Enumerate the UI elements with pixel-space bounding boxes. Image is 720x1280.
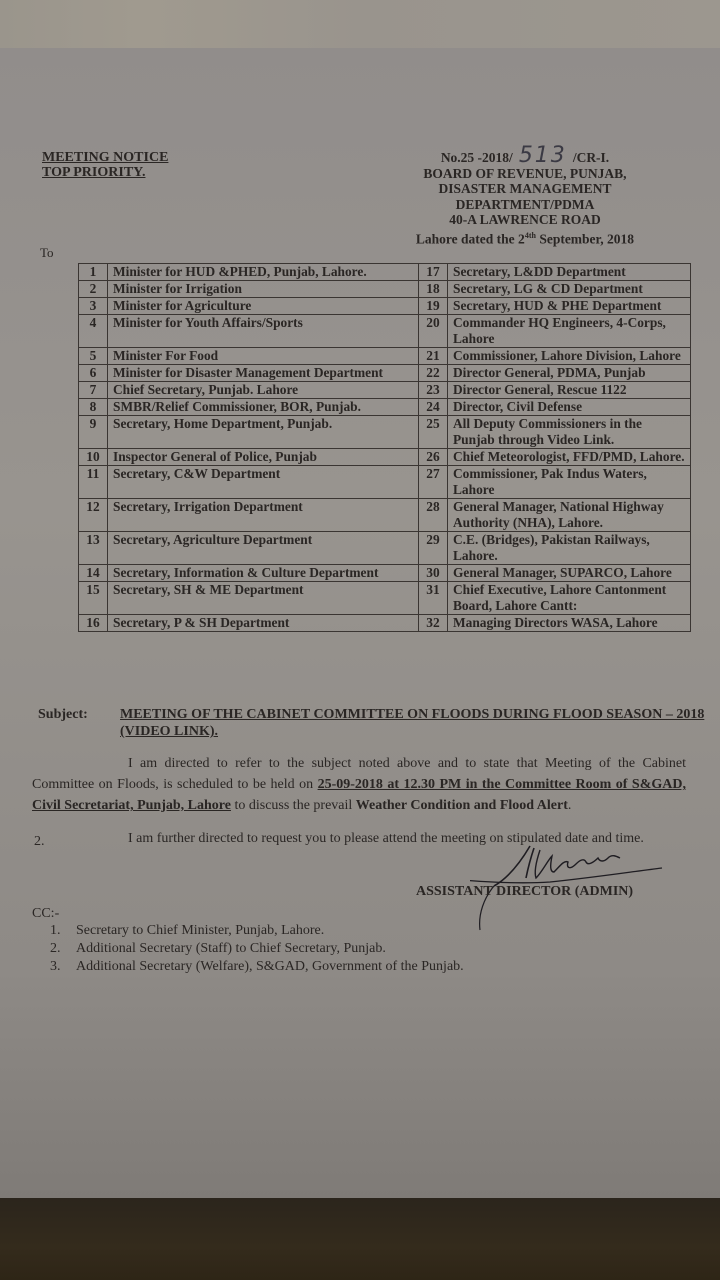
right-serial: 22 — [419, 365, 448, 382]
cc-item — [50, 922, 464, 940]
table-row — [79, 466, 691, 499]
right-recipient: Commissioner, Pak Indus Waters, Lahore — [448, 466, 691, 499]
cc-item-number: 2. — [50, 941, 61, 956]
to-label: To — [40, 245, 54, 260]
right-recipient: General Manager, National Highway Authority (NHA), Lahore. — [448, 499, 691, 532]
right-recipient: C.E. (Bridges), Pakistan Railways, Lahore. — [448, 532, 691, 565]
left-serial: 16 — [79, 615, 108, 632]
right-serial: 30 — [419, 565, 448, 582]
subject-label: Subject: — [38, 707, 88, 722]
cc-item-text: Additional Secretary (Staff) to Chief Secretary, Punjab. — [76, 941, 386, 956]
right-serial: 31 — [419, 582, 448, 615]
right-recipient: Secretary, HUD & PHE Department — [448, 298, 691, 315]
right-recipient: General Manager, SUPARCO, Lahore — [448, 565, 691, 582]
right-serial: 23 — [419, 382, 448, 399]
right-recipient: Chief Meteorologist, FFD/PMD, Lahore. — [448, 449, 691, 466]
right-serial: 25 — [419, 416, 448, 449]
para1-end: . — [567, 798, 572, 813]
right-recipient: Secretary, L&DD Department — [448, 264, 691, 281]
meeting-topic: Weather Condition and Flood Alert — [355, 798, 568, 813]
right-serial: 19 — [419, 298, 448, 315]
right-serial: 18 — [419, 281, 448, 298]
background-surface-top — [0, 0, 720, 48]
right-recipient: Secretary, LG & CD Department — [448, 281, 691, 298]
table-row — [79, 532, 691, 565]
office-line: BOARD OF REVENUE, PUNJAB, — [423, 165, 627, 181]
desk-surface — [0, 1198, 720, 1280]
date-prefix: Lahore dated the 2 — [415, 231, 525, 246]
reference-suffix: /CR-I. — [572, 150, 610, 165]
right-serial: 26 — [419, 449, 448, 466]
left-serial: 12 — [79, 499, 108, 532]
meeting-notice-label: MEETING NOTICE — [42, 150, 169, 165]
right-recipient: Commissioner, Lahore Division, Lahore — [448, 348, 691, 365]
table-row — [79, 365, 691, 382]
table-row — [79, 499, 691, 532]
right-serial: 21 — [419, 348, 448, 365]
cc-item-number: 3. — [50, 959, 61, 974]
office-line: 40-A LAWRENCE ROAD — [449, 212, 601, 227]
right-recipient: Commander HQ Engineers, 4-Corps, Lahore — [448, 315, 691, 348]
left-serial: 13 — [79, 532, 108, 565]
table-row — [79, 399, 691, 416]
left-recipient: Inspector General of Police, Punjab — [108, 449, 419, 466]
right-recipient: Director General, Rescue 1122 — [448, 382, 691, 399]
right-serial: 20 — [419, 315, 448, 348]
paragraph-2-number: 2. — [34, 834, 45, 849]
right-recipient: Chief Executive, Lahore Cantonment Board, Lahore Cantt: — [448, 582, 691, 615]
table-row — [79, 416, 691, 449]
subject-text: MEETING OF THE CABINET COMMITTEE ON FLOODS DURING FLOOD SEASON – 2018 (VIDEO LINK). — [120, 707, 705, 739]
table-row — [79, 315, 691, 348]
body-paragraph-1 — [32, 753, 686, 816]
left-recipient: Minister For Food — [108, 348, 419, 365]
left-serial: 7 — [79, 382, 108, 399]
date-suffix: September, 2018 — [535, 231, 635, 246]
left-recipient: Chief Secretary, Punjab. Lahore — [108, 382, 419, 399]
left-recipient: Minister for HUD &PHED, Punjab, Lahore. — [108, 264, 419, 281]
table-row — [79, 382, 691, 399]
left-recipient: Minister for Youth Affairs/Sports — [108, 315, 419, 348]
table-row — [79, 449, 691, 466]
table-row — [79, 565, 691, 582]
left-recipient: Minister for Disaster Management Department — [108, 365, 419, 382]
left-serial: 9 — [79, 416, 108, 449]
left-recipient: Minister for Agriculture — [108, 298, 419, 315]
table-row — [79, 281, 691, 298]
left-serial: 15 — [79, 582, 108, 615]
left-serial: 14 — [79, 565, 108, 582]
reference-prefix: No.25 -2018/ — [440, 150, 513, 165]
left-serial: 2 — [79, 281, 108, 298]
left-recipient: Secretary, Irrigation Department — [108, 499, 419, 532]
left-serial: 5 — [79, 348, 108, 365]
left-recipient: SMBR/Relief Commissioner, BOR, Punjab. — [108, 399, 419, 416]
right-serial: 29 — [419, 532, 448, 565]
left-recipient: Secretary, C&W Department — [108, 466, 419, 499]
cc-list — [50, 922, 464, 976]
right-recipient: Director General, PDMA, Punjab — [448, 365, 691, 382]
left-serial: 10 — [79, 449, 108, 466]
cc-item-text: Additional Secretary (Welfare), S&GAD, Government of the Punjab. — [76, 959, 464, 974]
right-serial: 17 — [419, 264, 448, 281]
left-serial: 4 — [79, 315, 108, 348]
table-row — [79, 582, 691, 615]
right-serial: 24 — [419, 399, 448, 416]
office-line: DEPARTMENT/PDMA — [455, 196, 595, 212]
left-serial: 11 — [79, 466, 108, 499]
office-address-block — [400, 143, 650, 247]
table-row — [79, 348, 691, 365]
left-serial: 8 — [79, 399, 108, 416]
cc-item-text: Secretary to Chief Minister, Punjab, Lahore. — [76, 923, 325, 938]
body-paragraph-2: I am further directed to request you to please attend the meeting on stipulated date and time. — [128, 831, 644, 846]
cc-item — [50, 940, 464, 958]
right-serial: 32 — [419, 615, 448, 632]
right-serial: 27 — [419, 466, 448, 499]
left-recipient: Secretary, Agriculture Department — [108, 532, 419, 565]
distribution-table — [78, 263, 691, 632]
signatory-designation: ASSISTANT DIRECTOR (ADMIN) — [416, 884, 634, 899]
left-serial: 6 — [79, 365, 108, 382]
reference-number — [400, 143, 650, 168]
right-recipient: Director, Civil Defense — [448, 399, 691, 416]
cc-item — [50, 958, 464, 976]
date-superscript: 4th — [524, 230, 536, 240]
notice-heading — [42, 150, 168, 180]
table-row — [79, 615, 691, 632]
table-row — [79, 264, 691, 281]
left-recipient: Secretary, P & SH Department — [108, 615, 419, 632]
para1-intro: I am directed to refer to the subject noted above and to state that Meeting of the Cabinet Committee on Floods, is scheduled to be held on — [32, 756, 686, 792]
cc-item-number: 1. — [50, 923, 61, 938]
right-recipient: Managing Directors WASA, Lahore — [448, 615, 691, 632]
left-recipient: Secretary, SH & ME Department — [108, 582, 419, 615]
date-line — [400, 228, 650, 247]
left-serial: 1 — [79, 264, 108, 281]
right-recipient: All Deputy Commissioners in the Punjab through Video Link. — [448, 416, 691, 449]
handwritten-reference: 513 — [518, 143, 567, 168]
top-priority-label: TOP PRIORITY. — [42, 165, 146, 180]
table-row — [79, 298, 691, 315]
left-recipient: Minister for Irrigation — [108, 281, 419, 298]
left-serial: 3 — [79, 298, 108, 315]
right-serial: 28 — [419, 499, 448, 532]
left-recipient: Secretary, Home Department, Punjab. — [108, 416, 419, 449]
meeting-venue: 25-09-2018 at 12.30 PM in the Committee Room of S&GAD, Civil Secretariat, Punjab, Lahore — [32, 777, 686, 813]
cc-label: CC:- — [32, 906, 60, 921]
left-recipient: Secretary, Information & Culture Department — [108, 565, 419, 582]
office-line: DISASTER MANAGEMENT — [438, 181, 612, 196]
para1-middle: to discuss the prevail — [230, 798, 356, 813]
